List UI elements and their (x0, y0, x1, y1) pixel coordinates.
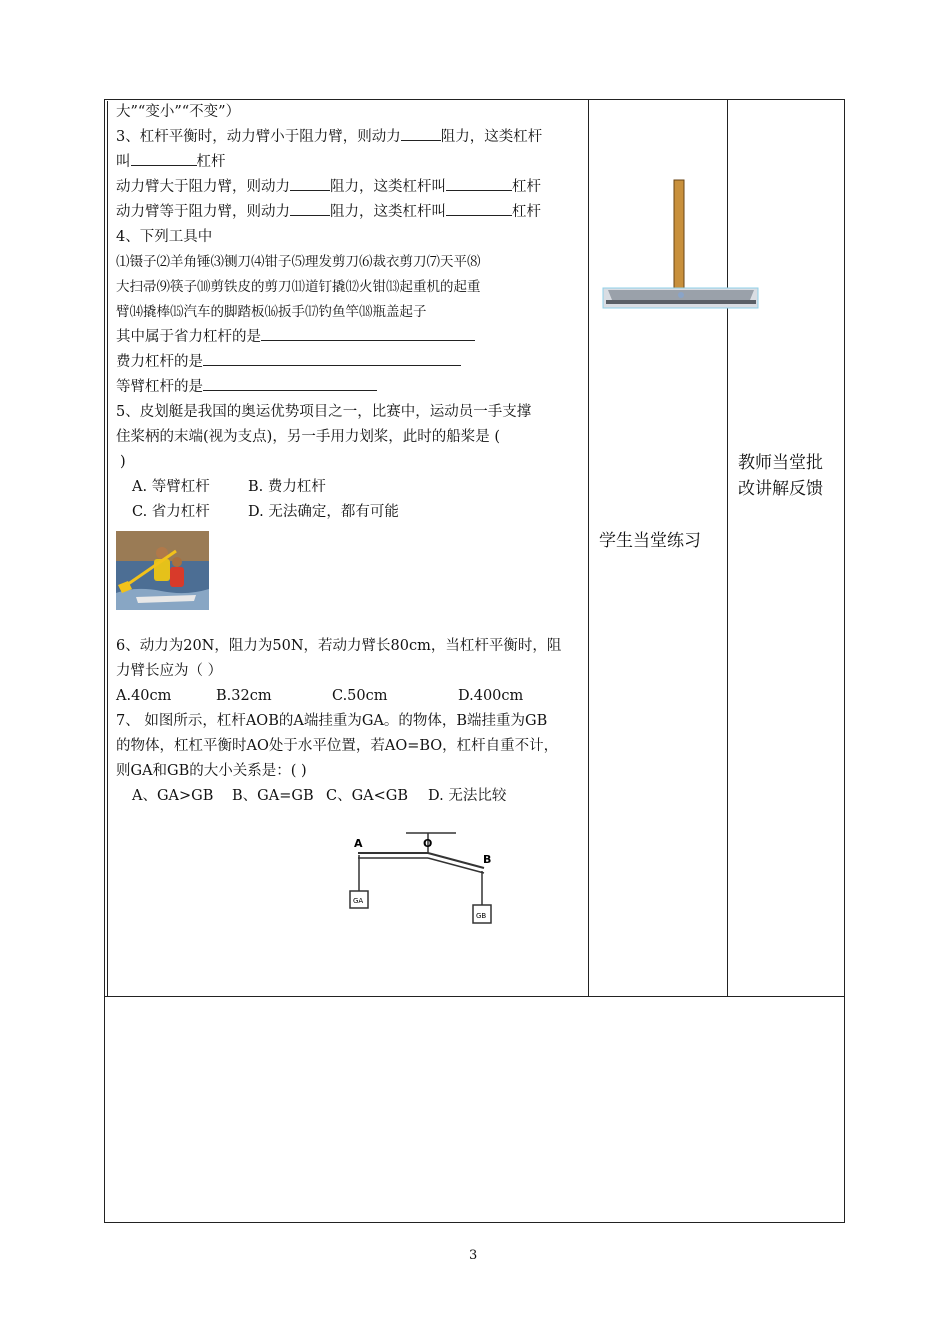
text-line: 住桨柄的末端(视为支点)，另一手用力划桨，此时的船桨是 ( (116, 429, 501, 445)
question-4: 4、下列工具中 (116, 229, 213, 245)
answer-blank[interactable] (131, 151, 197, 166)
question-6: 6、动力为20N，阻力为50N，若动力臂长80cm，当杠杆平衡时，阻 (116, 638, 562, 654)
answer-blank[interactable] (290, 176, 330, 191)
label-b: B (483, 853, 492, 866)
lever-stand-image (602, 178, 760, 314)
text-line: 费力杠杆的是 (116, 350, 582, 375)
text-line: ) (120, 454, 126, 470)
option-a[interactable]: A. 等臂杠杆 (132, 479, 210, 495)
answer-blank[interactable] (203, 351, 461, 366)
option-b[interactable]: B.32cm (216, 688, 272, 704)
option-c[interactable]: C. 省力杠杆 (132, 504, 210, 520)
question-3: 3、杠杆平衡时，动力臂小于阻力臂，则动力 阻力，这类杠杆 (116, 125, 582, 150)
option-c[interactable]: C、GA<GB (326, 788, 409, 804)
options-row (116, 784, 582, 809)
text-line: 大”“变小”“不变”） (116, 104, 241, 120)
label-a: A (354, 837, 363, 850)
table-inner-border (107, 101, 108, 997)
kayak-photo (116, 531, 209, 610)
teacher-feedback-label: 教师当堂批改讲解反馈 (738, 453, 823, 499)
text-line: 动力臂大于阻力臂，则动力 阻力，这类杠杆叫 杠杆 (116, 175, 582, 200)
answer-blank[interactable] (290, 201, 330, 216)
options-row (116, 475, 582, 500)
text-line: 力臂长应为（ ） (116, 663, 223, 679)
answer-blank[interactable] (446, 176, 512, 191)
label-gb: GB (476, 912, 487, 920)
option-d[interactable]: D. 无法确定，都有可能 (248, 504, 399, 520)
text-line: 则GA和GB的大小关系是：( ) (116, 763, 307, 779)
options-row (116, 684, 582, 709)
answer-blank[interactable] (261, 326, 475, 341)
text-line: 动力臂等于阻力臂，则动力 阻力，这类杠杆叫 杠杆 (116, 200, 582, 225)
text-line: 等臂杠杆的是 (116, 375, 582, 400)
answer-blank[interactable] (446, 201, 512, 216)
answer-blank[interactable] (401, 126, 441, 141)
student-practice-label: 学生当堂练习 (599, 531, 701, 551)
option-d[interactable]: D. 无法比较 (428, 788, 507, 804)
option-c[interactable]: C.50cm (332, 688, 388, 704)
label-o: O (423, 837, 433, 850)
options-row (116, 500, 582, 525)
question-7: 7、 如图所示，杠杆AOB的A端挂重为GA。的物体，B端挂重为GB (116, 713, 548, 729)
answer-blank[interactable] (203, 376, 377, 391)
option-b[interactable]: B、GA=GB (232, 788, 314, 804)
lever-aob-diagram (346, 813, 516, 931)
question-5: 5、皮划艇是我国的奥运优势项目之一，比赛中，运动员一手支撑 (116, 404, 532, 420)
text-line: 叫 杠杆 (116, 150, 582, 175)
page-number: 3 (469, 1248, 478, 1263)
option-a[interactable]: A、GA>GB (132, 788, 214, 804)
column-divider-1 (588, 99, 589, 997)
row-divider (104, 996, 845, 997)
text-line: 臂⒁撬棒⒂汽车的脚踏板⒃扳手⒄钓鱼竿⒅瓶盖起子 (116, 304, 427, 320)
text-line: ⑴镊子⑵羊角锤⑶铡刀⑷钳子⑸理发剪刀⑹裁衣剪刀⑺天平⑻ (116, 254, 481, 270)
text-line: 的物体，杠杠平衡时AO处于水平位置，若AO=BO，杠杆自重不计， (116, 738, 559, 754)
option-d[interactable]: D.400cm (458, 688, 524, 704)
text-line: 其中属于省力杠杆的是 (116, 325, 582, 350)
option-b[interactable]: B. 费力杠杆 (248, 479, 326, 495)
exercise-content (116, 100, 582, 931)
label-ga: GA (353, 897, 364, 905)
text-line: 大扫帚⑼筷子⑽剪铁皮的剪刀⑾道钉撬⑿火钳⒀起重机的起重 (116, 279, 481, 295)
option-a[interactable]: A.40cm (116, 688, 172, 704)
